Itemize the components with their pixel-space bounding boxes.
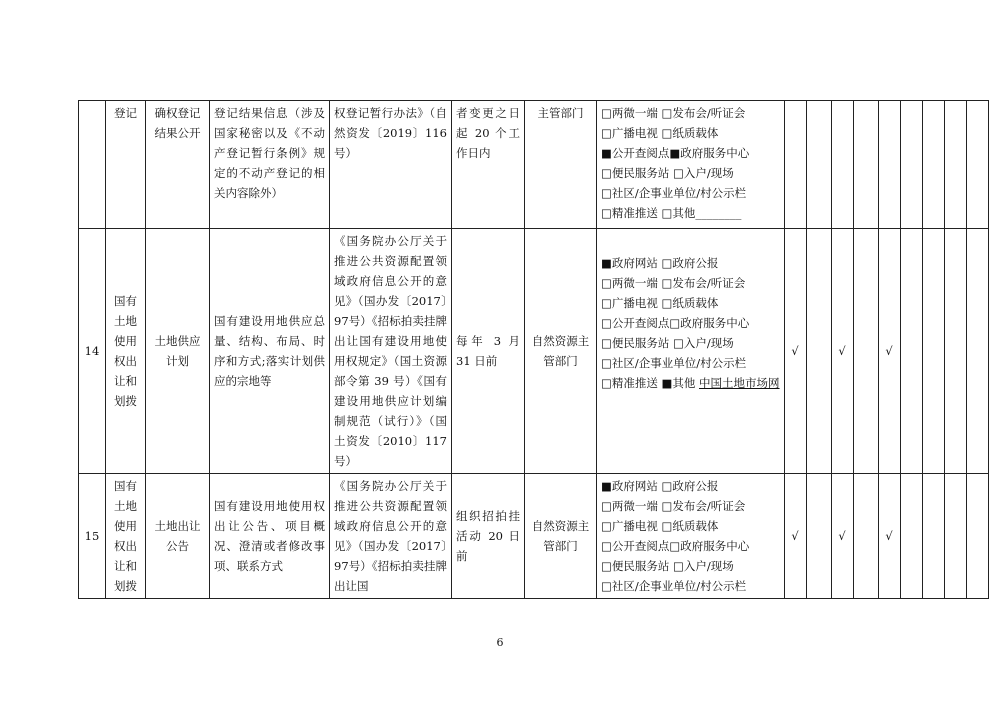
dept-cell: 主管部门 bbox=[525, 101, 597, 229]
channel-line: □便民服务站 □入户/现场 bbox=[601, 166, 734, 180]
check-cell bbox=[853, 229, 878, 474]
channel-line: □两微一端 □发布会/听证会 bbox=[601, 276, 746, 290]
check-cell bbox=[831, 101, 853, 229]
check-cell bbox=[966, 229, 988, 474]
check-cell: √ bbox=[878, 474, 900, 599]
channel-line-text: □精准推送 ■其他 bbox=[601, 376, 700, 390]
channel-cell bbox=[597, 229, 785, 474]
check-cell: √ bbox=[831, 474, 853, 599]
check-cell bbox=[900, 101, 922, 229]
check-cell bbox=[900, 474, 922, 599]
channel-line: □两微一端 □发布会/听证会 bbox=[601, 106, 746, 120]
check-cell bbox=[878, 101, 900, 229]
channel-cell bbox=[597, 474, 785, 599]
channel-line: ■政府网站 □政府公报 bbox=[601, 256, 719, 270]
channel-line: □广播电视 □纸质载体 bbox=[601, 296, 719, 310]
channel-line bbox=[601, 373, 780, 393]
channel-line: □精准推送 □其他________ bbox=[601, 206, 742, 220]
check-cell bbox=[853, 101, 878, 229]
channel-line: □社区/企事业单位/村公示栏 bbox=[601, 579, 747, 593]
content-cell: 登记结果信息（涉及国家秘密以及《不动产登记暂行条例》规定的不动产登记的相关内容除外） bbox=[210, 101, 330, 229]
check-cell bbox=[784, 101, 806, 229]
table-row bbox=[79, 229, 989, 474]
disclosure-table bbox=[78, 100, 989, 599]
channel-line: □便民服务站 □入户/现场 bbox=[601, 559, 734, 573]
check-cell: √ bbox=[784, 229, 806, 474]
period-cell: 每年 3 月 31 日前 bbox=[452, 229, 525, 474]
channel-line: ■公开查阅点■政府服务中心 bbox=[601, 146, 750, 160]
check-cell bbox=[922, 101, 944, 229]
item-cell: 土地出让公告 bbox=[146, 474, 210, 599]
check-cell bbox=[944, 474, 966, 599]
check-cell bbox=[966, 474, 988, 599]
category-cell: 国有土地使用权出让和划拨 bbox=[106, 474, 146, 599]
check-cell: √ bbox=[831, 229, 853, 474]
check-cell bbox=[922, 474, 944, 599]
channel-line: □公开查阅点□政府服务中心 bbox=[601, 539, 750, 553]
content-cell: 国有建设用地使用权出让公告、项目概况、澄清或者修改事项、联系方式 bbox=[210, 474, 330, 599]
content-cell: 国有建设用地供应总量、结构、布局、时序和方式;落实计划供应的宗地等 bbox=[210, 229, 330, 474]
channel-line: ■政府网站 □政府公报 bbox=[601, 479, 719, 493]
channel-line: □便民服务站 □入户/现场 bbox=[601, 336, 734, 350]
row-number: 15 bbox=[79, 474, 106, 599]
channel-line: □广播电视 □纸质载体 bbox=[601, 126, 719, 140]
check-cell bbox=[806, 474, 831, 599]
basis-cell: 权登记暂行办法》（自然资发〔2019〕116号） bbox=[330, 101, 452, 229]
period-cell: 者变更之日起 20 个工作日内 bbox=[452, 101, 525, 229]
dept-cell: 自然资源主管部门 bbox=[525, 474, 597, 599]
item-cell: 确权登记结果公开 bbox=[146, 101, 210, 229]
channel-line: □广播电视 □纸质载体 bbox=[601, 519, 719, 533]
check-cell bbox=[806, 229, 831, 474]
channel-other-value: 中国土地市场网 bbox=[699, 376, 780, 390]
channel-cell bbox=[597, 101, 785, 229]
period-cell: 组织招拍挂活动 20 日前 bbox=[452, 474, 525, 599]
check-cell: √ bbox=[878, 229, 900, 474]
check-cell bbox=[853, 474, 878, 599]
item-cell: 土地供应计划 bbox=[146, 229, 210, 474]
category-cell: 国有土地使用权出让和划拨 bbox=[106, 229, 146, 474]
check-cell bbox=[922, 229, 944, 474]
category-cell: 登记 bbox=[106, 101, 146, 229]
table-row bbox=[79, 474, 989, 599]
check-cell bbox=[944, 229, 966, 474]
check-cell bbox=[966, 101, 988, 229]
check-cell bbox=[806, 101, 831, 229]
basis-cell: 《国务院办公厅关于推进公共资源配置领域政府信息公开的意见》（国办发〔2017〕97号）《招标拍卖挂牌出让国 bbox=[330, 474, 452, 599]
channel-line: □社区/企事业单位/村公示栏 bbox=[601, 356, 747, 370]
table-row bbox=[79, 101, 989, 229]
page-number: 6 bbox=[496, 636, 504, 649]
check-cell bbox=[900, 229, 922, 474]
dept-cell: 自然资源主管部门 bbox=[525, 229, 597, 474]
channel-line: □两微一端 □发布会/听证会 bbox=[601, 499, 746, 513]
basis-cell: 《国务院办公厅关于推进公共资源配置领域政府信息公开的意见》（国办发〔2017〕97号）《招标拍卖挂牌出让国有建设用地使用权规定》（国土资源部令第 39 号）《国有建设用地供应计划编制规范（试行）》（国土资发〔2010〕117号） bbox=[330, 229, 452, 474]
check-cell bbox=[944, 101, 966, 229]
channel-line: □社区/企事业单位/村公示栏 bbox=[601, 186, 747, 200]
channel-line: □公开查阅点□政府服务中心 bbox=[601, 316, 750, 330]
check-cell: √ bbox=[784, 474, 806, 599]
row-number: 14 bbox=[79, 229, 106, 474]
row-number bbox=[79, 101, 106, 229]
